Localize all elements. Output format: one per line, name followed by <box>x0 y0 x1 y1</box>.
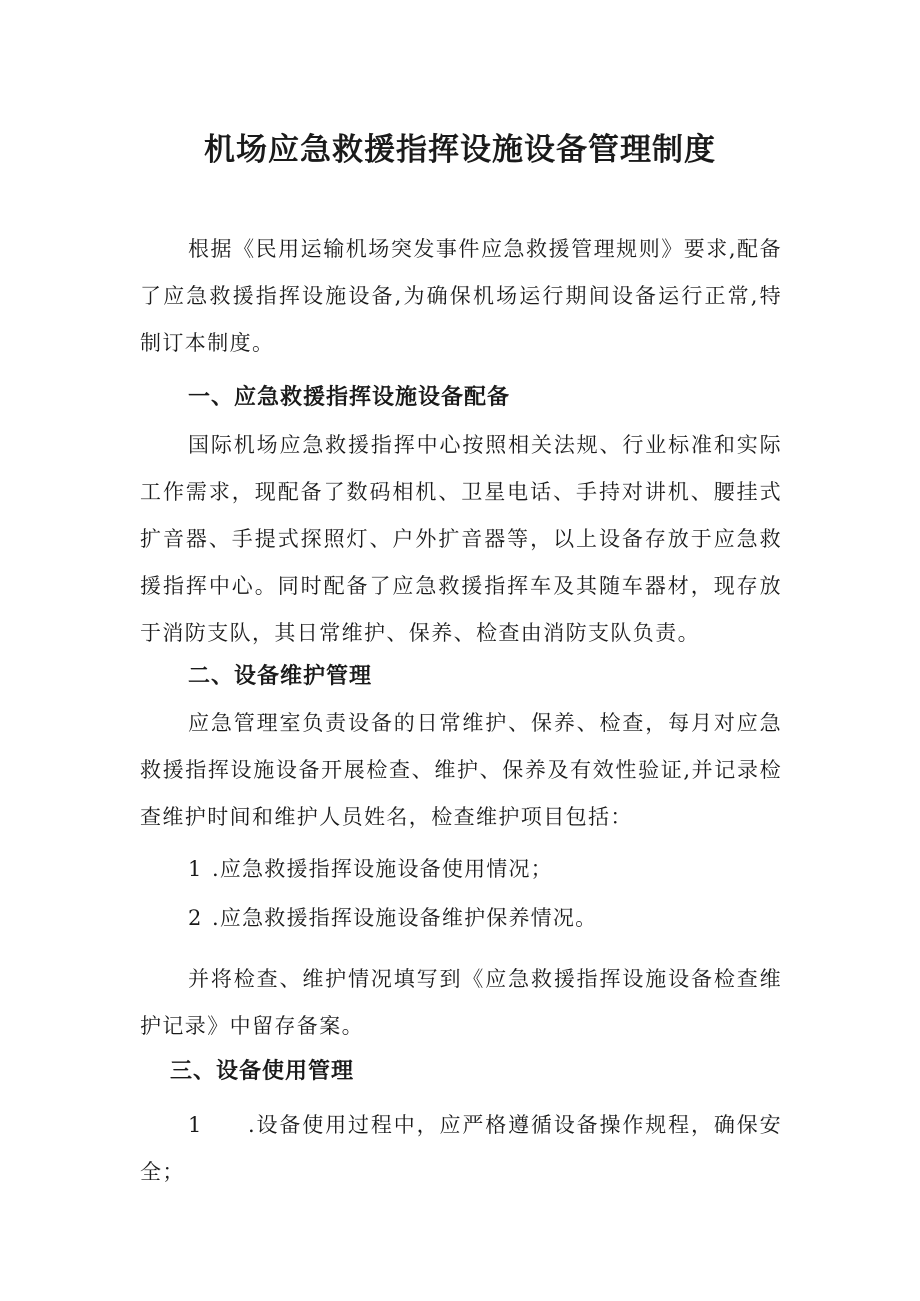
section-2-closing: 并将检查、维护情况填写到《应急救援指挥设施设备检查维护记录》中留存备案。 <box>140 967 782 1038</box>
list-item <box>188 898 788 938</box>
section-heading-3: 三、设备使用管理 <box>170 1059 355 1084</box>
intro-paragraph: 根据《民用运输机场突发事件应急救援管理规则》要求,配备了应急救援指挥设施设备,为确保机场运行期间设备运行正常,特制订本制度。 <box>140 237 782 355</box>
list-item-number: 2 <box>188 906 203 930</box>
list-item-text: .应急救援指挥设施设备使用情况； <box>212 857 553 881</box>
list-item <box>188 849 788 889</box>
section-heading-1: 一、应急救援指挥设施设备配备 <box>188 385 511 410</box>
list-item-text: .应急救援指挥设施设备维护保养情况。 <box>212 906 598 930</box>
list-item-number: 1 <box>188 1113 203 1137</box>
page-title: 机场应急救援指挥设施设备管理制度 <box>204 132 716 168</box>
section-1-paragraph: 国际机场应急救援指挥中心按照相关法规、行业标准和实际工作需求，现配备了数码相机、卫星电话、手持对讲机、腰挂式扩音器、手提式探照灯、户外扩音器等，以上设备存放于应急救援指挥中心。同时配备了应急救援指挥车及其随车器材，现存放于消防支队，其日常维护、保养、检查由消防支队负责。 <box>140 433 782 645</box>
section-heading-2: 二、设备维护管理 <box>188 664 373 689</box>
section-2-paragraph: 应急管理室负责设备的日常维护、保养、检查，每月对应急救援指挥设施设备开展检查、维护、保养及有效性验证,并记录检查维护时间和维护人员姓名，检查维护项目包括： <box>140 711 782 829</box>
section-3-item <box>140 1102 782 1196</box>
list-item-text: .设备使用过程中，应严格遵循设备操作规程，确保安全； <box>140 1113 782 1184</box>
list-item-number: 1 <box>188 857 203 881</box>
